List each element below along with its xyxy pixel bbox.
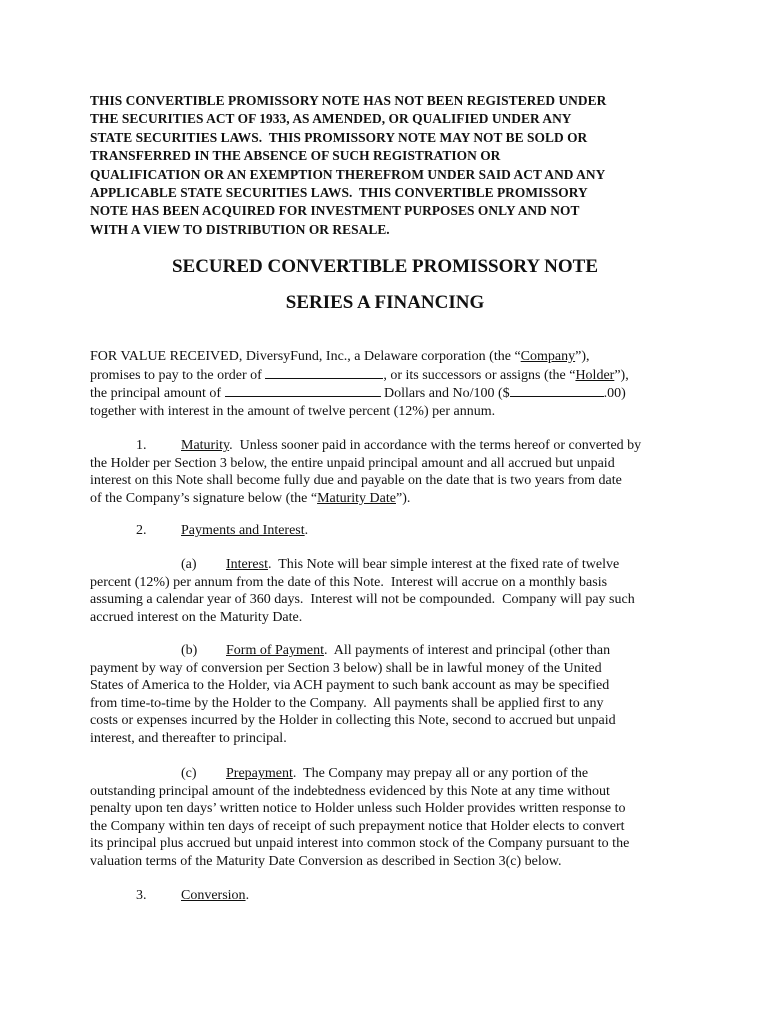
subsection-label: (b) — [181, 643, 198, 658]
restrictive-legend — [90, 92, 690, 239]
holder-name-blank[interactable] — [265, 366, 383, 379]
document-title: SECURED CONVERTIBLE PROMISSORY NOTE — [171, 256, 599, 277]
legend-line: APPLICABLE STATE SECURITIES LAWS. THIS CONVERTIBLE PROMISSORY — [90, 185, 588, 201]
legend-line: THE SECURITIES ACT OF 1933, AS AMENDED, OR QUALIFIED UNDER ANY — [90, 111, 572, 127]
company-defined-term: Company — [520, 349, 576, 364]
legend-line: NOTE HAS BEEN ACQUIRED FOR INVESTMENT PURPOSES ONLY AND NOT — [90, 203, 580, 219]
section-2b-form-of-payment: (b) Form of Payment. All payments of interest and principal (other than payment by way of conversion per Section 3 below) shall be in lawful money of the United States of America to the Holder, via ACH payment to such bank account as may be specified from time-to-time by the Holder to the Company. All payments shall be applied first to any costs or expenses incurred by the Holder in collecting this Note, second to accrued but unpaid interest, and thereafter to principal. — [90, 643, 616, 746]
holder-defined-term: Holder — [575, 367, 615, 383]
subsection-label: (c) — [181, 766, 197, 781]
section-2c-prepayment: (c) Prepayment. The Company may prepay all or any portion of the outstanding principal amount of the indebtedness evidenced by this Note at any time without penalty upon ten days’ written notice to Holder unless such Holder provides written response to the Company within ten days of receipt of such prepayment notice that Holder elects to convert its principal plus accrued but unpaid interest into common stock of the Company pursuant to the valuation terms of the Maturity Date Conversion as described in Section 3(c) below. — [90, 766, 630, 869]
subsection-heading: Interest — [226, 557, 268, 572]
intro-text: FOR VALUE RECEIVED, DiversyFund, Inc., a Delaware corporation (the “ — [90, 349, 521, 364]
legend-line: WITH A VIEW TO DISTRIBUTION OR RESALE. — [90, 221, 390, 237]
section-2-payments: 2. Payments and Interest. — [90, 522, 686, 540]
legend-line: TRANSFERRED IN THE ABSENCE OF SUCH REGISTRATION OR — [90, 148, 501, 164]
maturity-date-defined-term: Maturity Date — [317, 490, 396, 506]
section-number: 2. — [136, 523, 147, 538]
subsection-heading: Form of Payment — [226, 643, 324, 658]
section-heading: Conversion — [181, 888, 246, 903]
legend-line: QUALIFICATION OR AN EXEMPTION THEREFROM UNDER SAID ACT AND ANY — [90, 166, 606, 182]
section-heading: Maturity — [181, 438, 230, 453]
legend-line: THIS CONVERTIBLE PROMISSORY NOTE HAS NOT BEEN REGISTERED UNDER — [90, 93, 607, 108]
subsection-label: (a) — [181, 557, 197, 572]
section-number: 1. — [136, 438, 147, 453]
section-3-conversion: 3. Conversion. — [90, 887, 686, 905]
intro-paragraph: FOR VALUE RECEIVED, DiversyFund, Inc., a Delaware corporation (the “Company”), promises to pay to the order of , or its successors or assigns (the “Holder”), the principal amount of Dollars and No/100 ($ .00) together with interest in the amount of twelve percent (12%) per annum. — [90, 349, 629, 419]
principal-words-blank[interactable] — [225, 384, 381, 397]
principal-amount-blank[interactable] — [510, 384, 604, 397]
section-2a-interest: (a) Interest. This Note will bear simple interest at the fixed rate of twelve percent (12%) per annum from the date of this Note. Interest will accrue on a monthly basis assuming a calendar year of 360 days. Interest will not be compounded. Company will pay such accrued interest on the Maturity Date. — [90, 557, 635, 625]
section-1-maturity: 1. Maturity. Unless sooner paid in accordance with the terms hereof or converted by the Holder per Section 3 below, the entire unpaid principal amount and all accrued but unpaid interest on this Note shall become fully due and payable on the date that is two years from date of the Company’s signature below (the “Maturity Date”). — [90, 438, 642, 506]
section-heading: Payments and Interest — [181, 523, 305, 538]
section-number: 3. — [136, 888, 147, 903]
subsection-heading: Prepayment — [226, 766, 293, 781]
legend-line: STATE SECURITIES LAWS. THIS PROMISSORY NOTE MAY NOT BE SOLD OR — [90, 129, 588, 145]
document-subtitle: SERIES A FINANCING — [285, 292, 485, 313]
